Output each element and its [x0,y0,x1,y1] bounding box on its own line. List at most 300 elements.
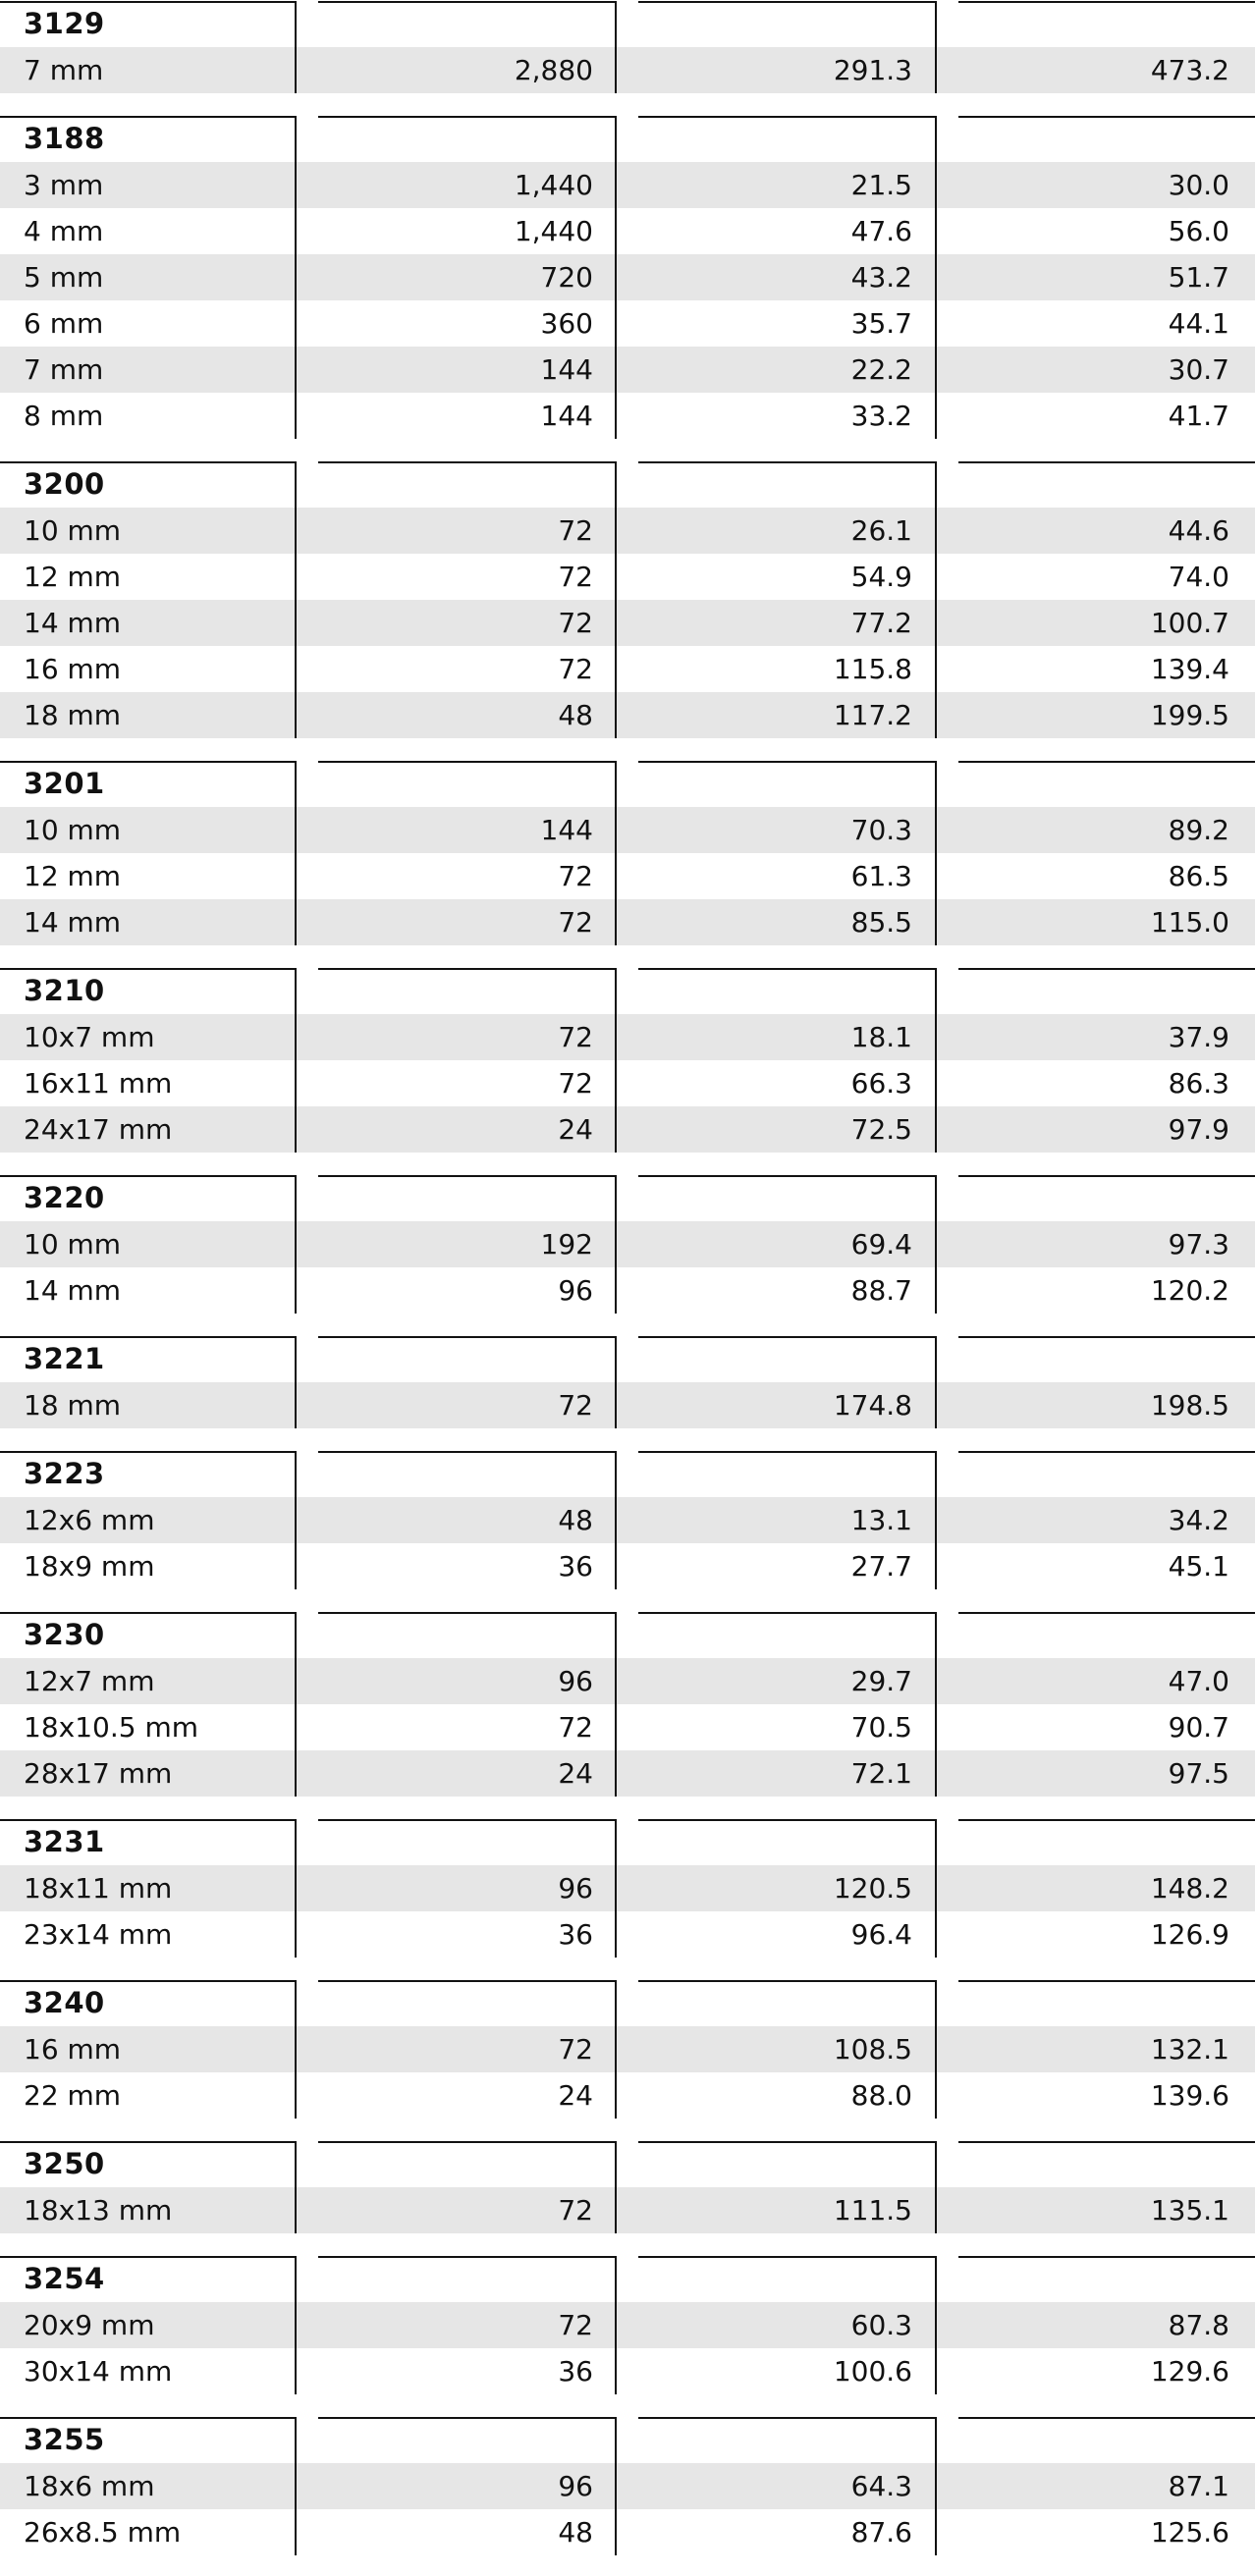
table-row [0,393,1255,439]
value-2-cell: 87.8 [1168,2309,1229,2341]
value-1-cell: 174.8 [833,1389,912,1422]
section-top-rule [0,968,297,970]
section-top-rule [958,1,1255,3]
product-section-3210 [0,968,1255,1153]
column-divider [295,1819,297,1958]
section-top-rule [638,1980,937,1982]
size-cell: 14 mm [24,906,122,939]
value-2-cell: 115.0 [1150,906,1229,939]
section-top-rule [958,1336,1255,1338]
section-top-rule [638,116,937,118]
section-top-rule [318,1336,617,1338]
size-cell: 18x13 mm [24,2194,173,2227]
section-header-row [0,1336,1255,1382]
size-cell: 10 mm [24,814,122,846]
column-divider [295,2417,297,2555]
section-top-rule [318,968,617,970]
value-2-cell: 199.5 [1150,699,1229,731]
product-section-3223 [0,1451,1255,1589]
quantity-cell: 72 [558,514,593,547]
section-top-rule [958,968,1255,970]
value-1-cell: 22.2 [850,353,912,386]
section-top-rule [958,1612,1255,1614]
quantity-cell: 72 [558,2309,593,2341]
quantity-cell: 72 [558,1067,593,1100]
quantity-cell: 72 [558,860,593,892]
column-divider [295,1980,297,2119]
table-row [0,47,1255,93]
column-divider [295,1175,297,1314]
value-1-cell: 117.2 [833,699,912,731]
size-cell: 18 mm [24,1389,122,1422]
product-section-3221 [0,1336,1255,1428]
quantity-cell: 72 [558,1021,593,1053]
value-2-cell: 139.4 [1150,653,1229,685]
column-divider [935,116,937,439]
table-row [0,347,1255,393]
product-section-3254 [0,2256,1255,2394]
value-1-cell: 77.2 [850,607,912,639]
value-1-cell: 120.5 [833,1872,912,1905]
size-cell: 7 mm [24,54,104,86]
section-top-rule [958,761,1255,763]
table-row [0,2509,1255,2555]
column-divider [935,1,937,93]
size-cell: 20x9 mm [24,2309,155,2341]
product-section-3255 [0,2417,1255,2555]
quantity-cell: 24 [558,1757,593,1790]
value-2-cell: 44.6 [1168,514,1229,547]
product-code: 3221 [24,1342,105,1375]
section-top-rule [638,968,937,970]
table-row [0,2026,1255,2072]
section-top-rule [318,2417,617,2419]
section-top-rule [638,761,937,763]
section-top-rule [958,1451,1255,1453]
value-2-cell: 97.5 [1168,1757,1229,1790]
column-divider [935,461,937,738]
section-top-rule [638,461,937,463]
column-divider [615,1612,617,1797]
table-row [0,2187,1255,2233]
column-divider [295,1451,297,1589]
quantity-cell: 24 [558,1113,593,1146]
size-cell: 18 mm [24,699,122,731]
section-header-row [0,2256,1255,2302]
size-cell: 12 mm [24,860,122,892]
section-top-rule [0,2141,297,2143]
quantity-cell: 36 [558,1550,593,1583]
product-section-3240 [0,1980,1255,2119]
column-divider [935,1980,937,2119]
column-divider [295,761,297,945]
quantity-cell: 72 [558,2194,593,2227]
size-cell: 12x6 mm [24,1504,155,1536]
value-1-cell: 64.3 [850,2470,912,2502]
section-header-row [0,2141,1255,2187]
column-divider [295,968,297,1153]
column-divider [615,1819,617,1958]
table-row [0,1060,1255,1106]
value-1-cell: 70.3 [850,814,912,846]
section-header-row [0,1819,1255,1865]
product-code: 3220 [24,1181,105,1214]
table-row [0,1221,1255,1267]
table-row [0,254,1255,300]
value-1-cell: 72.5 [850,1113,912,1146]
section-header-row [0,761,1255,807]
value-1-cell: 115.8 [833,653,912,685]
size-cell: 12 mm [24,561,122,593]
table-row [0,1497,1255,1543]
value-1-cell: 69.4 [850,1228,912,1261]
section-top-rule [638,1175,937,1177]
section-header-row [0,1451,1255,1497]
value-2-cell: 120.2 [1150,1274,1229,1307]
column-divider [615,1,617,93]
size-cell: 14 mm [24,1274,122,1307]
section-top-rule [638,2256,937,2258]
column-divider [615,461,617,738]
column-divider [295,461,297,738]
section-top-rule [638,1819,937,1821]
size-cell: 10 mm [24,514,122,547]
quantity-cell: 1,440 [514,215,593,247]
quantity-cell: 96 [558,2470,593,2502]
product-code: 3255 [24,2423,105,2456]
table-row [0,1750,1255,1797]
table-row [0,1014,1255,1060]
size-cell: 3 mm [24,169,104,201]
value-2-cell: 90.7 [1168,1711,1229,1744]
size-cell: 10 mm [24,1228,122,1261]
table-row [0,554,1255,600]
table-row [0,600,1255,646]
quantity-cell: 48 [558,2516,593,2549]
product-code: 3129 [24,7,105,40]
column-divider [615,1175,617,1314]
section-top-rule [958,1819,1255,1821]
quantity-cell: 192 [540,1228,593,1261]
section-top-rule [318,1,617,3]
column-divider [615,1336,617,1428]
value-1-cell: 87.6 [850,2516,912,2549]
value-1-cell: 100.6 [833,2355,912,2388]
column-divider [295,1612,297,1797]
product-code: 3250 [24,2147,105,2180]
quantity-cell: 360 [540,307,593,340]
section-top-rule [0,1819,297,1821]
quantity-cell: 1,440 [514,169,593,201]
value-2-cell: 51.7 [1168,261,1229,294]
value-1-cell: 47.6 [850,215,912,247]
table-row [0,1658,1255,1704]
size-cell: 28x17 mm [24,1757,173,1790]
size-cell: 18x6 mm [24,2470,155,2502]
section-header-row [0,1980,1255,2026]
value-1-cell: 43.2 [850,261,912,294]
column-divider [615,2417,617,2555]
quantity-cell: 48 [558,699,593,731]
column-divider [295,2141,297,2233]
value-2-cell: 97.3 [1168,1228,1229,1261]
section-header-row [0,1612,1255,1658]
column-divider [295,1,297,93]
section-header-row [0,116,1255,162]
column-divider [935,1336,937,1428]
value-1-cell: 35.7 [850,307,912,340]
product-code: 3240 [24,1986,105,2019]
product-section-3230 [0,1612,1255,1797]
value-2-cell: 44.1 [1168,307,1229,340]
table-row [0,2348,1255,2394]
section-top-rule [0,761,297,763]
section-top-rule [318,761,617,763]
size-cell: 14 mm [24,607,122,639]
product-section-3188 [0,116,1255,439]
value-2-cell: 100.7 [1150,607,1229,639]
product-code: 3231 [24,1825,105,1858]
table-row [0,807,1255,853]
value-2-cell: 47.0 [1168,1665,1229,1697]
section-top-rule [638,1336,937,1338]
product-code: 3223 [24,1457,105,1490]
quantity-cell: 144 [540,400,593,432]
section-top-rule [318,1175,617,1177]
product-section-3231 [0,1819,1255,1958]
quantity-cell: 48 [558,1504,593,1536]
value-1-cell: 111.5 [833,2194,912,2227]
column-divider [935,1451,937,1589]
size-cell: 12x7 mm [24,1665,155,1697]
value-2-cell: 56.0 [1168,215,1229,247]
value-2-cell: 74.0 [1168,561,1229,593]
table-row [0,1267,1255,1314]
size-cell: 7 mm [24,353,104,386]
section-top-rule [958,2256,1255,2258]
value-2-cell: 135.1 [1150,2194,1229,2227]
value-2-cell: 37.9 [1168,1021,1229,1053]
table-row [0,646,1255,692]
section-header-row [0,1,1255,47]
size-cell: 8 mm [24,400,104,432]
table-row [0,2463,1255,2509]
column-divider [615,2141,617,2233]
quantity-cell: 72 [558,607,593,639]
column-divider [935,1819,937,1958]
product-section-3200 [0,461,1255,738]
column-divider [935,761,937,945]
section-top-rule [318,2256,617,2258]
value-2-cell: 148.2 [1150,1872,1229,1905]
size-cell: 5 mm [24,261,104,294]
size-cell: 16x11 mm [24,1067,173,1100]
section-header-row [0,1175,1255,1221]
value-2-cell: 41.7 [1168,400,1229,432]
quantity-cell: 96 [558,1274,593,1307]
size-cell: 16 mm [24,2033,122,2066]
column-divider [935,968,937,1153]
column-divider [935,1612,937,1797]
quantity-cell: 72 [558,561,593,593]
table-row [0,1106,1255,1153]
value-1-cell: 96.4 [850,1918,912,1951]
column-divider [615,1451,617,1589]
value-1-cell: 70.5 [850,1711,912,1744]
product-section-3129 [0,1,1255,93]
size-cell: 16 mm [24,653,122,685]
value-2-cell: 30.7 [1168,353,1229,386]
value-1-cell: 108.5 [833,2033,912,2066]
value-2-cell: 139.6 [1150,2079,1229,2112]
section-top-rule [0,461,297,463]
product-section-3250 [0,2141,1255,2233]
quantity-cell: 96 [558,1872,593,1905]
section-top-rule [0,2417,297,2419]
value-2-cell: 87.1 [1168,2470,1229,2502]
product-code: 3210 [24,974,105,1007]
section-top-rule [638,1451,937,1453]
value-1-cell: 54.9 [850,561,912,593]
value-1-cell: 88.0 [850,2079,912,2112]
value-2-cell: 89.2 [1168,814,1229,846]
section-header-row [0,461,1255,508]
quantity-cell: 72 [558,906,593,939]
section-top-rule [0,1451,297,1453]
table-row [0,692,1255,738]
quantity-cell: 36 [558,2355,593,2388]
quantity-cell: 72 [558,653,593,685]
quantity-cell: 36 [558,1918,593,1951]
value-1-cell: 26.1 [850,514,912,547]
section-header-row [0,968,1255,1014]
quantity-cell: 72 [558,1711,593,1744]
value-1-cell: 88.7 [850,1274,912,1307]
table-row [0,853,1255,899]
value-1-cell: 60.3 [850,2309,912,2341]
section-top-rule [958,116,1255,118]
quantity-cell: 96 [558,1665,593,1697]
value-2-cell: 126.9 [1150,1918,1229,1951]
section-top-rule [0,1,297,3]
quantity-cell: 2,880 [514,54,593,86]
value-2-cell: 129.6 [1150,2355,1229,2388]
table-row [0,1704,1255,1750]
size-cell: 30x14 mm [24,2355,173,2388]
column-divider [615,116,617,439]
value-2-cell: 34.2 [1168,1504,1229,1536]
column-divider [295,116,297,439]
value-2-cell: 45.1 [1168,1550,1229,1583]
table-row [0,1865,1255,1911]
section-top-rule [0,2256,297,2258]
section-top-rule [0,116,297,118]
section-top-rule [318,2141,617,2143]
product-code: 3254 [24,2262,105,2295]
section-top-rule [958,1175,1255,1177]
quantity-cell: 144 [540,814,593,846]
value-2-cell: 473.2 [1150,54,1229,86]
value-2-cell: 86.5 [1168,860,1229,892]
section-top-rule [318,116,617,118]
section-top-rule [318,1819,617,1821]
value-1-cell: 72.1 [850,1757,912,1790]
size-cell: 18x9 mm [24,1550,155,1583]
column-divider [615,968,617,1153]
size-cell: 18x10.5 mm [24,1711,198,1744]
value-1-cell: 85.5 [850,906,912,939]
table-row [0,208,1255,254]
size-cell: 4 mm [24,215,104,247]
section-top-rule [0,1612,297,1614]
column-divider [615,1980,617,2119]
section-top-rule [638,1612,937,1614]
table-row [0,1911,1255,1958]
product-section-3201 [0,761,1255,945]
section-top-rule [318,1451,617,1453]
column-divider [615,2256,617,2394]
size-cell: 22 mm [24,2079,122,2112]
product-code: 3188 [24,122,105,155]
column-divider [295,2256,297,2394]
section-header-row [0,2417,1255,2463]
section-top-rule [958,2141,1255,2143]
value-2-cell: 132.1 [1150,2033,1229,2066]
section-top-rule [958,2417,1255,2419]
size-cell: 18x11 mm [24,1872,173,1905]
product-code: 3230 [24,1618,105,1651]
section-top-rule [638,1,937,3]
value-1-cell: 18.1 [850,1021,912,1053]
value-1-cell: 27.7 [850,1550,912,1583]
section-top-rule [0,1336,297,1338]
value-1-cell: 33.2 [850,400,912,432]
table-row [0,300,1255,347]
column-divider [615,761,617,945]
section-top-rule [638,2141,937,2143]
product-code: 3201 [24,767,105,800]
value-1-cell: 29.7 [850,1665,912,1697]
product-section-3220 [0,1175,1255,1314]
value-2-cell: 125.6 [1150,2516,1229,2549]
value-1-cell: 66.3 [850,1067,912,1100]
section-top-rule [318,1980,617,1982]
table-row [0,508,1255,554]
quantity-cell: 720 [540,261,593,294]
value-1-cell: 13.1 [850,1504,912,1536]
section-top-rule [318,461,617,463]
quantity-cell: 24 [558,2079,593,2112]
table-row [0,162,1255,208]
section-top-rule [0,1980,297,1982]
size-cell: 26x8.5 mm [24,2516,182,2549]
column-divider [935,2141,937,2233]
value-2-cell: 86.3 [1168,1067,1229,1100]
value-2-cell: 30.0 [1168,169,1229,201]
size-cell: 6 mm [24,307,104,340]
section-top-rule [0,1175,297,1177]
value-1-cell: 21.5 [850,169,912,201]
section-top-rule [958,461,1255,463]
size-cell: 24x17 mm [24,1113,173,1146]
section-top-rule [958,1980,1255,1982]
column-divider [935,2417,937,2555]
value-1-cell: 291.3 [833,54,912,86]
column-divider [935,2256,937,2394]
section-top-rule [318,1612,617,1614]
quantity-cell: 72 [558,1389,593,1422]
column-divider [295,1336,297,1428]
